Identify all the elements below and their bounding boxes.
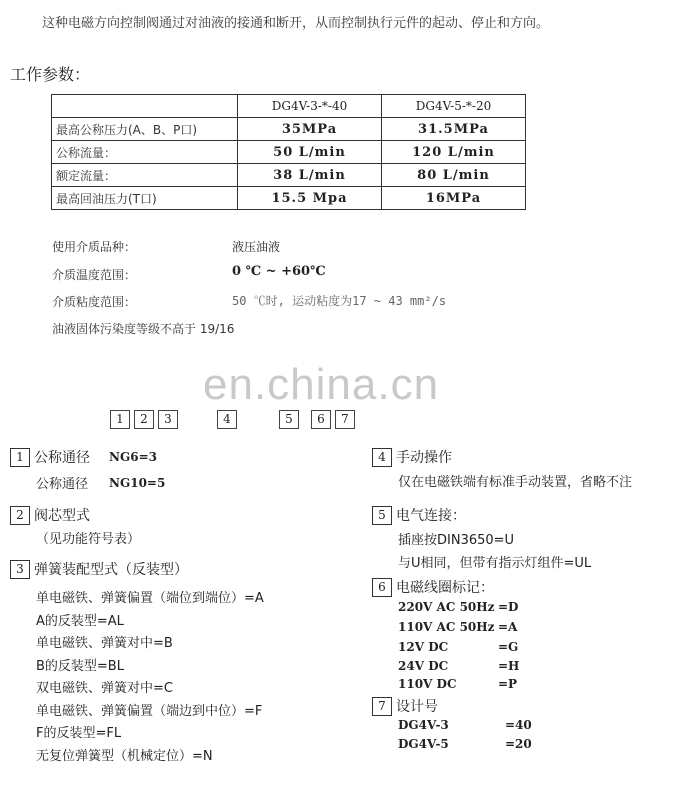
electrical-option: 与U相同，但带有指示灯组件=UL xyxy=(398,556,592,571)
contamination-text: 油液固体污染度等级不高于 19/16 xyxy=(52,322,235,336)
param-name: 额定流量： xyxy=(52,164,238,187)
spring-option: 单电磁铁、弹簧偏置（端位到端位）=A xyxy=(36,591,264,606)
ng10-code: NG10=5 xyxy=(109,476,166,490)
section-number: 2 xyxy=(10,506,30,525)
spring-option: 双电磁铁、弹簧对中=C xyxy=(36,681,173,696)
param-name: 最高公称压力(A、B、P口) xyxy=(52,118,238,141)
section-1-header xyxy=(10,447,90,467)
table-row xyxy=(52,141,526,164)
section-number: 3 xyxy=(10,560,30,579)
section-number: 1 xyxy=(10,448,30,467)
ng6-code: NG6=3 xyxy=(109,450,157,464)
spool-note: （见功能符号表） xyxy=(36,532,141,547)
coil-voltage: 12V DC xyxy=(398,640,449,654)
design-model: DG4V-3 xyxy=(398,718,449,732)
design-code: =40 xyxy=(505,718,532,732)
spring-option: 无复位弹簧型（机械定位）=N xyxy=(36,749,213,764)
position-box: 6 xyxy=(311,410,331,429)
section-title: 设计号 xyxy=(396,699,438,715)
coil-voltage: 110V DC xyxy=(398,677,457,691)
section-4-header xyxy=(372,447,452,467)
param-value: 16MPa xyxy=(382,187,526,210)
param-value: 38 L/min xyxy=(238,164,382,187)
table-header-cell: DG4V-5-*-20 xyxy=(382,95,526,118)
position-box: 7 xyxy=(335,410,355,429)
manual-override-note: 仅在电磁铁端有标准手动装置，省略不注 xyxy=(398,475,633,490)
coil-voltage: 220V AC 50Hz xyxy=(398,600,495,614)
param-value: 35MPa xyxy=(238,118,382,141)
param-value: 50 L/min xyxy=(238,141,382,164)
coil-voltage: 24V DC xyxy=(398,659,449,673)
section-title: 弹簧装配型式（反装型） xyxy=(34,562,188,578)
section-5-header xyxy=(372,505,466,525)
table-row xyxy=(52,164,526,187)
section-2-header xyxy=(10,505,90,525)
coil-code: =P xyxy=(498,677,518,691)
position-box: 1 xyxy=(110,410,130,429)
position-box: 3 xyxy=(158,410,178,429)
coil-code: =D xyxy=(498,600,519,614)
param-name: 最高回油压力(T口) xyxy=(52,187,238,210)
param-value: 80 L/min xyxy=(382,164,526,187)
position-box: 5 xyxy=(279,410,299,429)
param-value: 15.5 Mpa xyxy=(238,187,382,210)
spring-option: A的反装型=AL xyxy=(36,614,124,629)
nominal-size-label: 公称通径 xyxy=(36,477,89,492)
params-title: 工作参数： xyxy=(10,65,91,84)
coil-code: =A xyxy=(498,620,518,634)
section-title: 电气连接： xyxy=(396,508,466,524)
spring-option: 单电磁铁、弹簧对中=B xyxy=(36,636,173,651)
section-title: 手动操作 xyxy=(396,450,452,466)
design-code: =20 xyxy=(505,737,532,751)
section-title: 阀芯型式 xyxy=(34,508,90,524)
section-number: 7 xyxy=(372,697,392,716)
medium-viscosity-label: 介质粘度范围： xyxy=(52,295,137,309)
section-number: 5 xyxy=(372,506,392,525)
medium-type-label: 使用介质品种： xyxy=(52,240,137,254)
section-number: 6 xyxy=(372,578,392,597)
coil-voltage: 110V AC 50Hz xyxy=(398,620,495,634)
medium-temp-value: 0 ℃ ~ +60℃ xyxy=(232,264,326,279)
medium-viscosity-value: 50 ℃时, 运动粘度为17 ~ 43 mm²/s xyxy=(232,294,447,308)
spring-option: B的反装型=BL xyxy=(36,659,124,674)
section-7-header xyxy=(372,696,438,716)
table-row xyxy=(52,187,526,210)
spring-option: 单电磁铁、弹簧偏置（端边到中位）=F xyxy=(36,704,263,719)
table-header-cell xyxy=(52,95,238,118)
section-title: 电磁线圈标记： xyxy=(396,580,494,596)
medium-temp-label: 介质温度范围： xyxy=(52,268,137,282)
intro-text: 这种电磁方向控制阀通过对油液的接通和断开，从而控制执行元件的起动、停止和方向。 xyxy=(42,16,550,31)
coil-code: =G xyxy=(498,640,519,654)
section-3-header xyxy=(10,559,188,579)
watermark: en.china.cn xyxy=(203,360,440,409)
electrical-option: 插座按DIN3650=U xyxy=(398,533,515,548)
params-table xyxy=(51,94,526,210)
table-row xyxy=(52,118,526,141)
section-6-header xyxy=(372,577,494,597)
position-box: 2 xyxy=(134,410,154,429)
medium-type-value: 液压油液 xyxy=(232,240,281,254)
table-header-cell: DG4V-3-*-40 xyxy=(238,95,382,118)
table-header-row xyxy=(52,95,526,118)
section-title: 公称通径 xyxy=(34,450,90,466)
param-value: 31.5MPa xyxy=(382,118,526,141)
param-name: 公称流量： xyxy=(52,141,238,164)
section-number: 4 xyxy=(372,448,392,467)
coil-code: =H xyxy=(498,659,520,673)
param-value: 120 L/min xyxy=(382,141,526,164)
position-box: 4 xyxy=(217,410,237,429)
spring-option: F的反装型=FL xyxy=(36,726,122,741)
design-model: DG4V-5 xyxy=(398,737,449,751)
